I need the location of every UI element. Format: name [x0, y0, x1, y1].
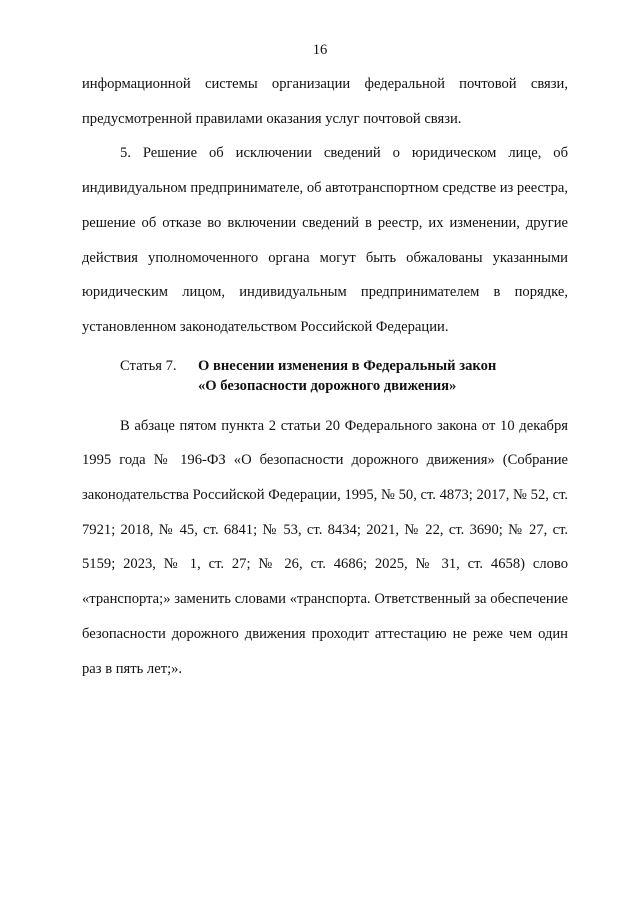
article-title	[198, 356, 496, 396]
article-label: Статья 7.	[120, 357, 177, 374]
article-title-line-1: О внесении изменения в Федеральный закон	[198, 357, 497, 374]
paragraph-continuation: информационной системы организации федеральной почтовой связи, предусмотренной правилами оказания услуг почтовой связи.	[82, 76, 568, 127]
page-number: 16	[312, 42, 328, 58]
paragraph-amendment: В абзаце пятом пункта 2 статьи 20 Федерального закона от 10 декабря 1995 года № 196-ФЗ «О безопасности дорожного движения» (Собрание законодательства Российской Федерации, 1995, № 50, ст. 4873; 2017, № 52, ст. 7921; 2018, № 45, ст. 6841; № 53, ст. 8434; 2021, № 22, ст. 3690; № 27, ст. 5159; 2023, № 1, ст. 27; № 26, ст. 4686; 2025, № 31, ст. 4658) слово «транспорта;» заменить словами «транспорта. Ответственный за обеспечение безопасности дорожного движения проходит аттестацию не реже чем один раз в пять лет;».	[82, 417, 568, 677]
paragraph-item-5: 5. Решение об исключении сведений о юридическом лице, об индивидуальном предпринимателе, об автотранспортном средстве из реестра, решение об отказе во включении сведений в реестр, их изменении, другие действия уполномоченного органа могут быть обжалованы указанными юридическим лицом, индивидуальным предпринимателем в порядке, установленном законодательством Российской Федерации.	[82, 145, 568, 335]
document-body	[82, 67, 568, 686]
article-title-line-2: «О безопасности дорожного движения»	[198, 377, 457, 394]
article-heading	[82, 356, 568, 396]
